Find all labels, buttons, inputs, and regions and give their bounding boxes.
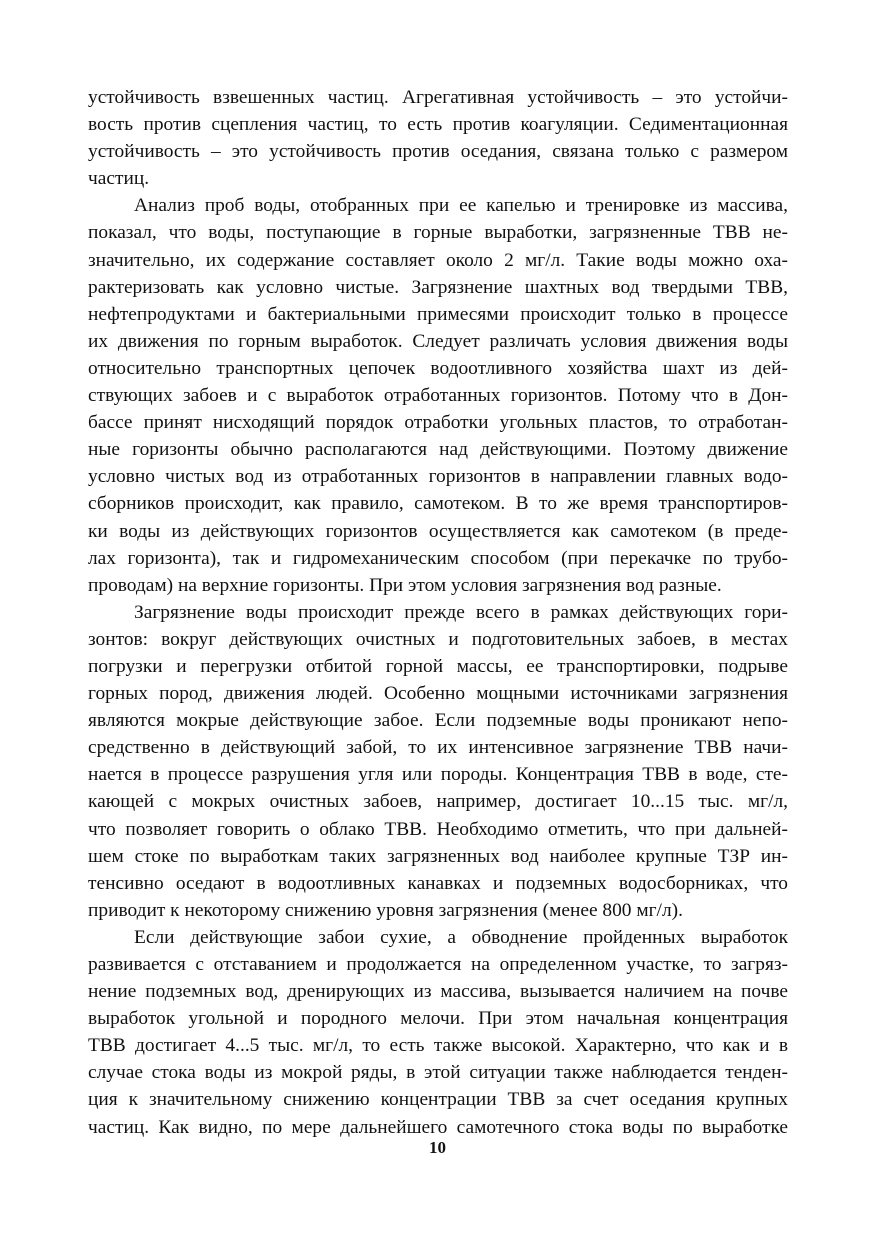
text-line: рактеризовать как условно чистые. Загрязнение шахтных вод твердыми ТВВ, (88, 276, 788, 298)
text-line: приводит к некоторому снижению уровня загрязнения (менее 800 мг/л). (88, 899, 683, 921)
text-line: погрузки и перегрузки отбитой горной массы, ее транспортировки, подрыве (88, 655, 788, 677)
text-line: устойчивость – это устойчивость против оседания, связана только с размером (88, 141, 788, 163)
text-line: значительно, их содержание составляет около 2 мг/л. Такие воды можно оха- (88, 249, 788, 271)
text-line: ки воды из действующих горизонтов осуществляется как самотеком (в преде- (88, 520, 788, 542)
text-line: нается в процессе разрушения угля или породы. Концентрация ТВВ в воде, сте- (88, 764, 788, 786)
text-line: являются мокрые действующие забое. Если подземные воды проникают непо- (88, 710, 788, 732)
paragraph (88, 192, 788, 598)
text-line: ТВВ достигает 4...5 тыс. мг/л, то есть также высокой. Характерно, что как и в (88, 1035, 788, 1057)
paragraph (88, 599, 788, 924)
text-line: проводам) на верхние горизонты. При этом условия загрязнения вод разные. (88, 574, 722, 596)
text-line: показал, что воды, поступающие в горные выработки, загрязненные ТВВ не- (88, 222, 788, 244)
text-line: Загрязнение воды происходит прежде всего в рамках действующих гори- (134, 601, 788, 623)
text-line: лах горизонта), так и гидромеханическим способом (при перекачке по трубо- (88, 547, 788, 569)
text-line: ствующих забоев и с выработок отработанных горизонтов. Потому что в Дон- (88, 385, 788, 407)
page-number: 10 (429, 1138, 446, 1157)
text-line: сборников происходит, как правило, самотеком. В то же время транспортиров- (88, 493, 788, 515)
text-line: тенсивно оседают в водоотливных канавках и подземных водосборниках, что (88, 872, 788, 894)
text-line: горных пород, движения людей. Особенно мощными источниками загрязнения (88, 683, 788, 705)
text-line: зонтов: вокруг действующих очистных и подготовительных забоев, в местах (88, 628, 788, 650)
text-line: бассе принят нисходящий порядок отработки угольных пластов, то отработан- (88, 412, 788, 434)
text-line: что позволяет говорить о облако ТВВ. Необходимо отметить, что при дальней- (88, 818, 788, 840)
text-line: ные горизонты обычно располагаются над действующими. Поэтому движение (88, 439, 788, 461)
paragraph (88, 924, 788, 1141)
text-line: условно чистых вод из отработанных горизонтов в направлении главных водо- (88, 466, 788, 488)
body-text (88, 84, 788, 1141)
text-line: относительно транспортных цепочек водоотливного хозяйства шахт из дей- (88, 357, 788, 379)
text-line: частиц. Как видно, по мере дальнейшего самотечного стока воды по выработке (88, 1116, 788, 1138)
text-line: Если действующие забои сухие, а обводнение пройденных выработок (134, 926, 788, 948)
text-line: выработок угольной и породного мелочи. При этом начальная концентрация (88, 1008, 788, 1030)
text-line: случае стока воды из мокрой ряды, в этой ситуации также наблюдается тенден- (88, 1062, 788, 1084)
text-line: вость против сцепления частиц, то есть против коагуляции. Седиментационная (88, 114, 788, 136)
text-line: развивается с отставанием и продолжается на определенном участке, то загряз- (88, 954, 788, 975)
text-line: нефтепродуктами и бактериальными примесями происходит только в процессе (88, 303, 788, 325)
text-line: шем стоке по выработкам таких загрязненных вод наиболее крупные ТЗР ин- (88, 845, 788, 867)
text-line: их движения по горным выработок. Следует различать условия движения воды (88, 330, 788, 352)
text-line: Анализ проб воды, отобранных при ее капелью и тренировке из массива, (134, 195, 788, 217)
text-line: устойчивость взвешенных частиц. Агрегативная устойчивость – это устойчи- (88, 87, 788, 108)
paragraph (88, 84, 788, 192)
text-line: кающей с мокрых очистных забоев, например, достигает 10...15 тыс. мг/л, (88, 791, 788, 813)
text-line: средственно в действующий забой, то их интенсивное загрязнение ТВВ начи- (88, 737, 788, 759)
text-line: нение подземных вод, дренирующих из массива, вызывается наличием на почве (88, 981, 788, 1003)
text-line: ция к значительному снижению концентрации ТВВ за счет оседания крупных (88, 1089, 788, 1111)
text-line: частиц. (88, 168, 150, 190)
